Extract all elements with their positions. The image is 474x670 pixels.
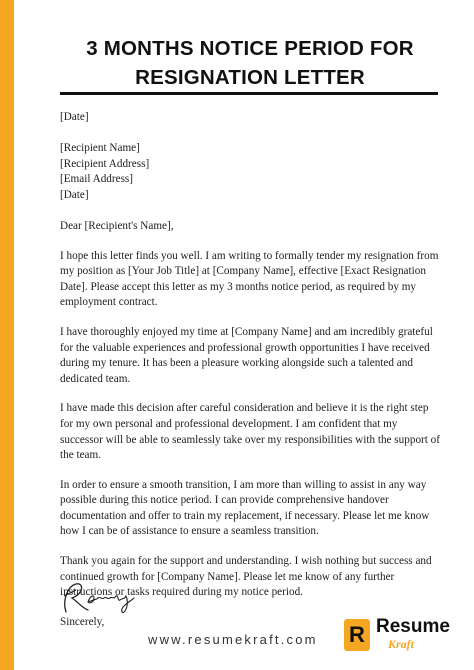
paragraph-line: my position as [Your Job Title] at [Company Name], effective [Exact Resignation xyxy=(60,265,426,278)
title-divider xyxy=(60,92,438,95)
handwritten-signature xyxy=(58,578,148,618)
paragraph-line: for the valuable experiences and professional growth opportunities I have received xyxy=(60,341,430,354)
logo-mark xyxy=(344,619,370,651)
paragraph-line: successor will be able to seamlessly take over my responsibilities with the support of xyxy=(60,433,440,446)
resumekraft-logo xyxy=(344,616,456,656)
paragraph-line: In order to ensure a smooth transition, I am more than willing to assist in any way xyxy=(60,478,427,491)
paragraph-line: dedicated team. xyxy=(60,372,131,385)
paragraph-line: I have made this decision after careful consideration and believe it is the right step xyxy=(60,402,429,415)
paragraph-line: Thank you again for the support and understanding. I wish nothing but success and xyxy=(60,555,432,568)
paragraph-line: during my tenure. It has been a pleasure working alongside such a talented and xyxy=(60,357,413,370)
page-title-line-1: 3 MONTHS NOTICE PERIOD FOR xyxy=(86,37,414,60)
page-title-line-2: RESIGNATION LETTER xyxy=(135,66,365,89)
paragraph-line: possible during this notice period. I can provide comprehensive handover xyxy=(60,494,389,507)
left-accent-bar xyxy=(0,0,14,670)
paragraph-line: I hope this letter finds you well. I am writing to formally tender my resignation from xyxy=(60,249,439,262)
salutation: Dear [Recipient's Name], xyxy=(60,219,174,232)
paragraph-line: documentation and offer to train my replacement, if necessary. Please let me know xyxy=(60,509,430,522)
paragraph-line: continued growth for [Company Name]. Please let me know of any further xyxy=(60,570,395,583)
logo-wordmark: Resume xyxy=(376,616,450,637)
recipient-address: [Recipient Address] xyxy=(60,157,150,170)
recipient-date: [Date] xyxy=(60,188,89,201)
letter-date: [Date] xyxy=(60,111,89,123)
logo-mark-letter: R xyxy=(349,622,365,647)
paragraph-4 xyxy=(60,478,438,540)
paragraph-line: instructions or tasks required during my notice period. xyxy=(60,586,303,599)
closing: Sincerely, xyxy=(60,615,105,628)
recipient-name: [Recipient Name] xyxy=(60,142,140,155)
logo-subtext: Kraft xyxy=(388,637,415,651)
recipient-email: [Email Address] xyxy=(60,173,134,186)
paragraph-line: employment contract. xyxy=(60,296,158,309)
paragraph-line: Date]. Please accept this letter as my 3 months notice period, as required by my xyxy=(60,280,417,293)
paragraph-line: how I can be of assistance to ensure a seamless transition. xyxy=(60,525,319,538)
letter-body xyxy=(60,110,438,630)
footer-website: www.resumekraft.com xyxy=(148,632,318,647)
paragraph-line: for my own personal and professional development. I am confident that my xyxy=(60,417,398,430)
paragraph-3 xyxy=(60,401,438,463)
paragraph-1 xyxy=(60,249,438,311)
paragraph-2 xyxy=(60,325,438,387)
paragraph-line: I have thoroughly enjoyed my time at [Company Name] and am incredibly grateful xyxy=(60,325,433,338)
paragraph-line: the team. xyxy=(60,449,102,462)
